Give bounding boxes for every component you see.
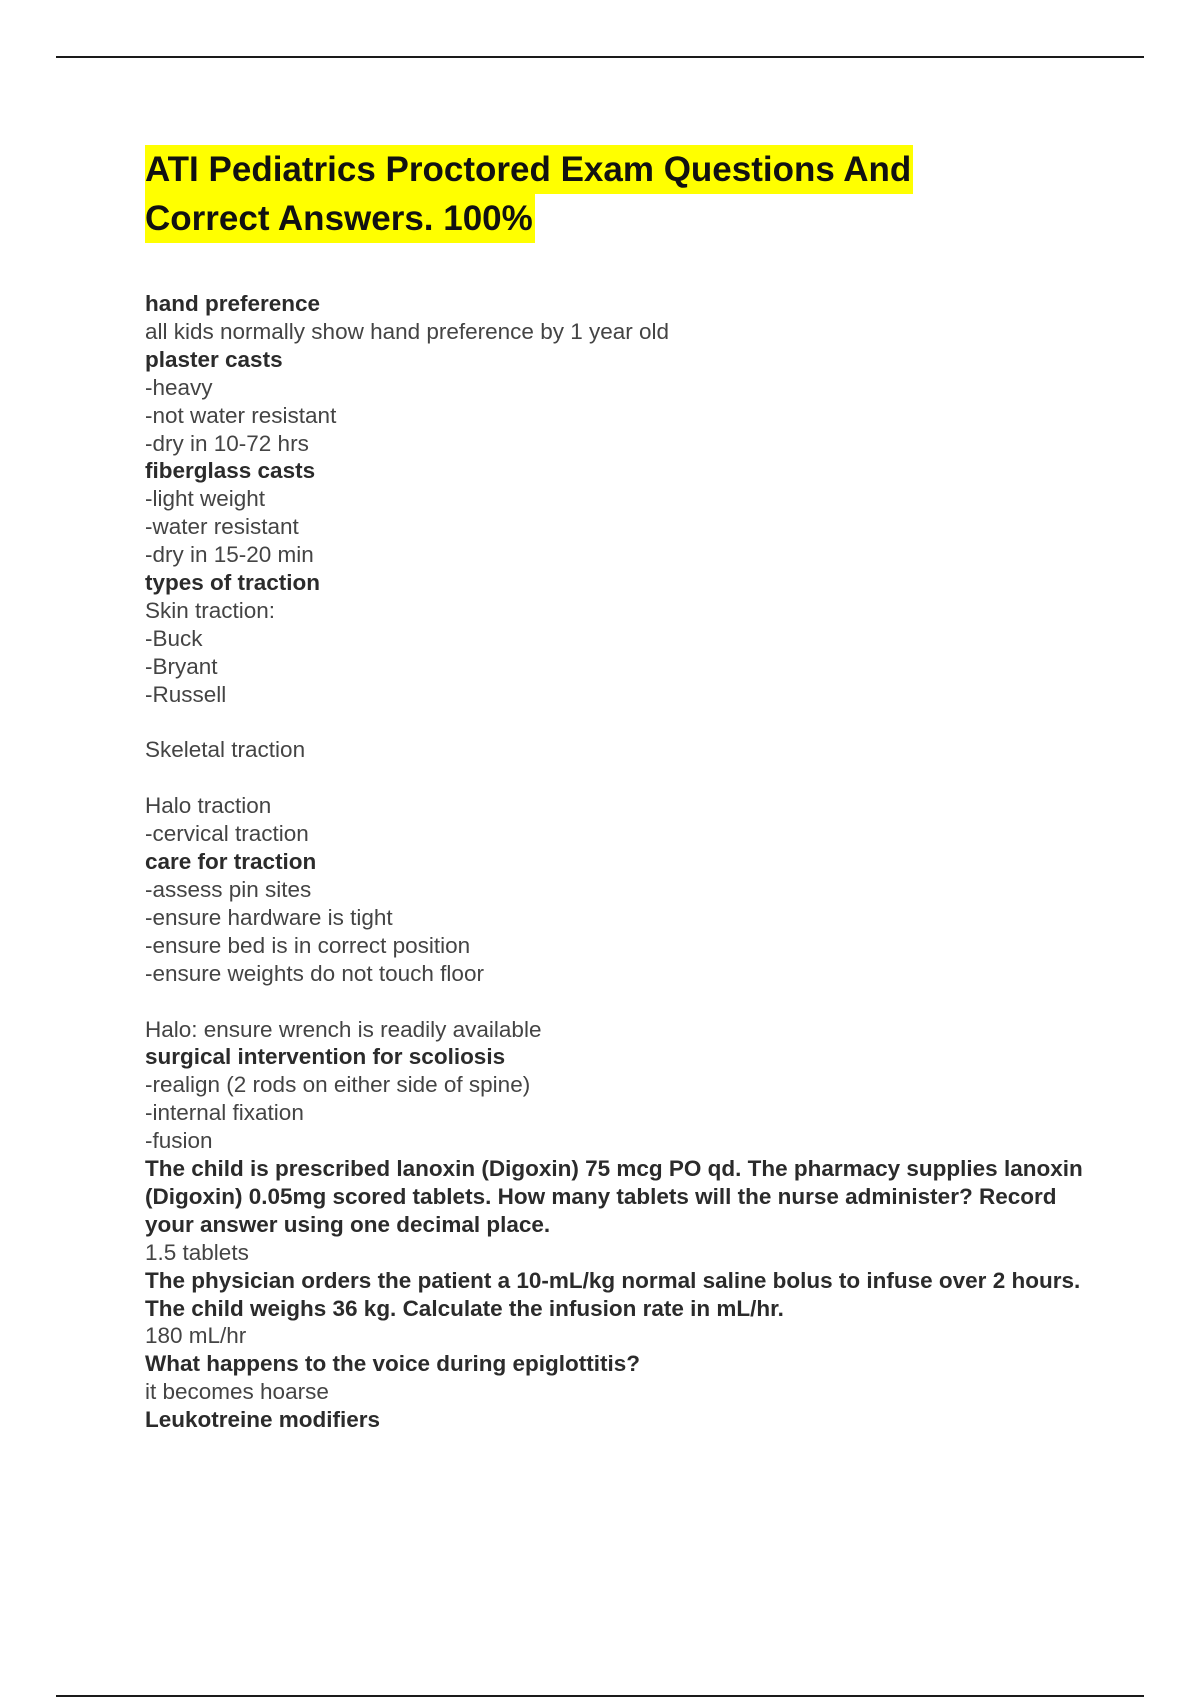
flashcard-entry [145,1267,1085,1351]
entry-definition-line: -dry in 15-20 min [145,542,314,568]
title-line-2: Correct Answers. 100% [145,194,535,243]
entry-definition-line: -Bryant [145,653,218,679]
blank-line [145,988,1085,1016]
entry-term: The child is prescribed lanoxin (Digoxin) 75 mcg PO qd. The pharmacy supplies lanoxin (Digoxin) 0.05mg scored tablets. How many tablets will the nurse administer? Record your answer using one decimal place. [145,1156,1083,1237]
flashcard-entry [145,346,1085,458]
blank-line [145,709,1085,737]
flashcard-entry [145,290,1085,346]
blank-line [145,764,1085,792]
entry-definition-line: -ensure bed is in correct position [145,932,471,958]
entry-term: care for traction [145,849,317,875]
entry-term: hand preference [145,291,321,316]
entry-term: surgical intervention for scoliosis [145,1044,506,1070]
entry-definition-line: it becomes hoarse [145,1379,329,1405]
entry-definition-line: Skin traction: [145,597,276,623]
header-rule [56,56,1144,58]
entry-term: plaster casts [145,346,283,372]
entry-definition-line: -assess pin sites [145,877,312,902]
flashcard-entry [145,569,1085,848]
entry-definition-line: all kids normally show hand preference by 1 year old [145,318,670,344]
entry-definition-line: -Russell [145,681,227,707]
footer-rule [56,1695,1144,1697]
entry-term: Leukotreine modifiers [145,1407,381,1433]
entry-definition-line: -heavy [145,374,213,400]
entry-term: fiberglass casts [145,458,316,484]
entry-definition-line: 1.5 tablets [145,1239,249,1265]
flashcard-entry [145,1406,1085,1434]
flashcard-list [145,290,1085,1434]
title-line-1: ATI Pediatrics Proctored Exam Questions And [145,145,913,194]
flashcard-entry [145,848,1085,1043]
entry-definition-line: Halo: ensure wrench is readily available [145,1016,542,1042]
entry-definition-line: Skeletal traction [145,737,306,763]
entry-definition-line: -internal fixation [145,1100,304,1126]
flashcard-entry [145,1043,1085,1155]
entry-term: What happens to the voice during epiglottitis? [145,1351,640,1377]
entry-term: The physician orders the patient a 10-mL/kg normal saline bolus to infuse over 2 hours. The child weighs 36 kg. Calculate the infusion rate in mL/hr. [145,1267,1081,1321]
entry-definition-line: -ensure hardware is tight [145,904,393,930]
entry-definition-line: -fusion [145,1128,213,1154]
entry-definition-line: 180 mL/hr [145,1323,247,1349]
flashcard-entry [145,1155,1085,1267]
document-title [145,145,1045,243]
entry-definition-line: -light weight [145,486,266,512]
flashcard-entry [145,457,1085,569]
entry-definition-line: -realign (2 rods on either side of spine) [145,1072,531,1098]
entry-definition-line: -dry in 10-72 hrs [145,430,309,456]
entry-definition-line: -Buck [145,625,203,651]
entry-definition-line: -not water resistant [145,402,337,428]
entry-definition-line: -ensure weights do not touch floor [145,960,484,986]
flashcard-entry [145,1350,1085,1406]
entry-definition-line: -water resistant [145,514,299,540]
entry-definition-line: Halo traction [145,793,272,819]
entry-definition-line: -cervical traction [145,821,309,847]
entry-term: types of traction [145,570,321,596]
